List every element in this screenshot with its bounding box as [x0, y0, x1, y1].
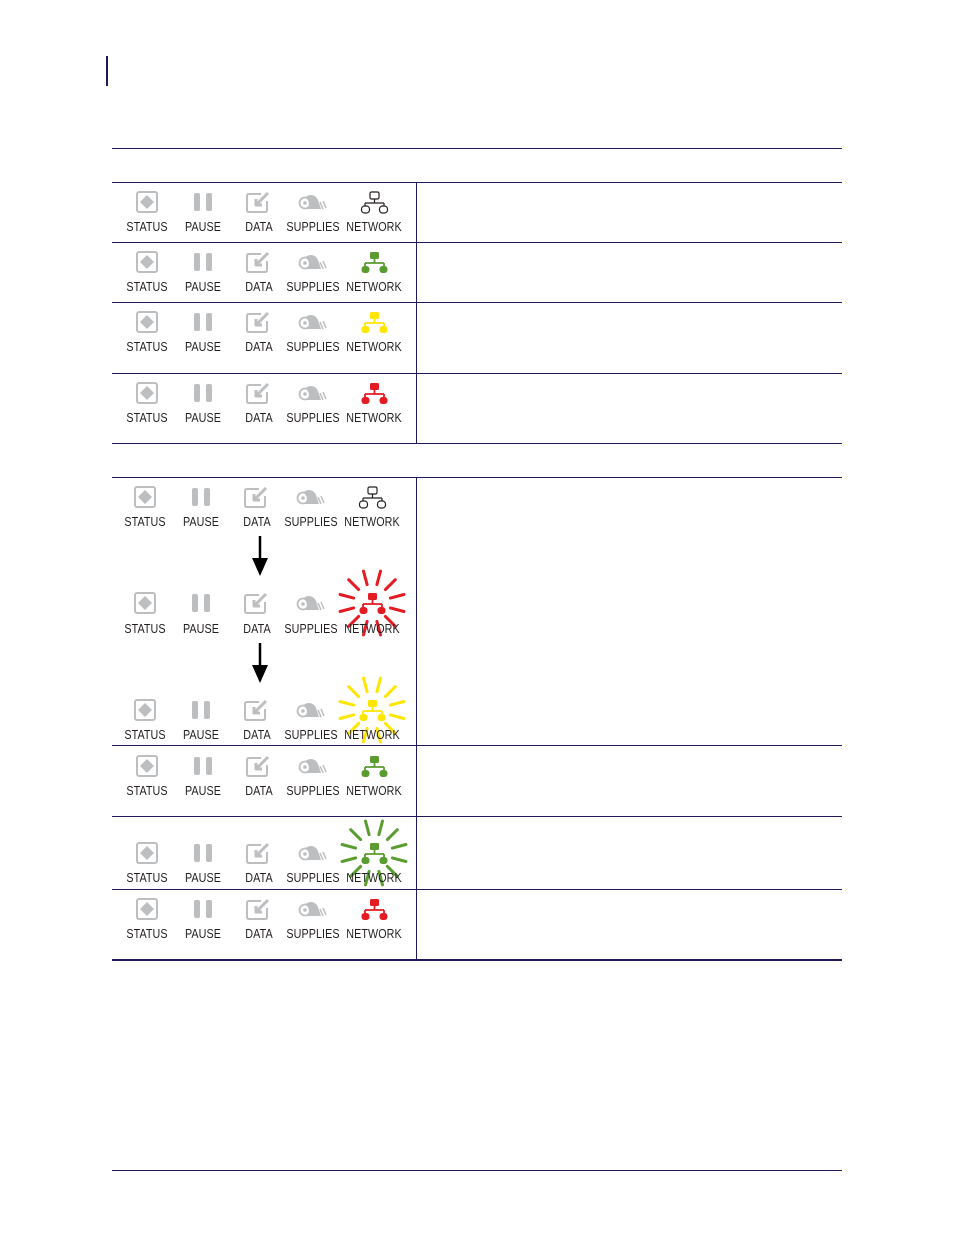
data-icon	[244, 699, 268, 722]
pause-icon	[193, 252, 213, 272]
pause-icon	[193, 756, 213, 776]
status-icon	[134, 699, 156, 721]
status-icon	[136, 382, 158, 404]
pause-icon	[193, 383, 213, 403]
data-label: DATA	[245, 220, 273, 234]
network-label: NETWORK	[344, 622, 400, 636]
data-label: DATA	[245, 340, 273, 354]
status-label: STATUS	[126, 411, 168, 425]
network-label: NETWORK	[344, 515, 400, 529]
pause-label: PAUSE	[182, 728, 220, 742]
footer-rule	[112, 1170, 842, 1171]
network-icon	[359, 486, 386, 509]
table-2-row-divider	[112, 816, 842, 817]
data-icon	[246, 755, 270, 778]
pause-label: PAUSE	[184, 340, 222, 354]
network-icon	[361, 382, 388, 405]
status-icon	[134, 592, 156, 614]
network-label: NETWORK	[346, 280, 402, 294]
pause-icon	[193, 843, 213, 863]
down-arrow-icon	[252, 643, 268, 683]
data-icon	[246, 382, 270, 405]
status-label: STATUS	[126, 280, 168, 294]
network-label: NETWORK	[346, 220, 402, 234]
status-label: STATUS	[124, 515, 166, 529]
data-label: DATA	[245, 927, 273, 941]
supplies-icon	[298, 755, 328, 777]
table-2-top-border	[112, 477, 842, 478]
status-label: STATUS	[126, 340, 168, 354]
supplies-icon	[298, 898, 328, 920]
table-2-row-divider	[112, 745, 842, 746]
data-label: DATA	[243, 728, 271, 742]
data-label: DATA	[245, 280, 273, 294]
pause-label: PAUSE	[184, 784, 222, 798]
supplies-icon	[296, 699, 326, 721]
data-label: DATA	[245, 871, 273, 885]
data-icon	[246, 311, 270, 334]
data-label: DATA	[245, 411, 273, 425]
status-icon	[136, 898, 158, 920]
data-label: DATA	[245, 784, 273, 798]
table-1-row-divider	[112, 373, 842, 374]
header-rule	[112, 148, 842, 149]
data-icon	[246, 251, 270, 274]
pause-label: PAUSE	[184, 280, 222, 294]
status-label: STATUS	[126, 784, 168, 798]
data-icon	[244, 486, 268, 509]
supplies-label: SUPPLIES	[286, 784, 340, 798]
network-icon	[361, 898, 388, 921]
table-2-bottom-border	[112, 959, 842, 961]
supplies-label: SUPPLIES	[286, 220, 340, 234]
network-label: NETWORK	[344, 728, 400, 742]
data-label: DATA	[243, 515, 271, 529]
data-icon	[246, 842, 270, 865]
pause-icon	[191, 487, 211, 507]
pause-icon	[193, 192, 213, 212]
network-icon	[361, 191, 388, 214]
pause-label: PAUSE	[182, 515, 220, 529]
status-label: STATUS	[126, 220, 168, 234]
data-icon	[246, 898, 270, 921]
supplies-label: SUPPLIES	[286, 927, 340, 941]
status-icon	[136, 251, 158, 273]
status-icon	[136, 191, 158, 213]
pause-label: PAUSE	[184, 871, 222, 885]
change-bar	[106, 56, 108, 86]
pause-icon	[193, 312, 213, 332]
supplies-icon	[298, 251, 328, 273]
supplies-label: SUPPLIES	[284, 515, 338, 529]
pause-icon	[193, 899, 213, 919]
network-label: NETWORK	[346, 871, 402, 885]
data-icon	[244, 592, 268, 615]
table-1-bottom-border	[112, 443, 842, 444]
supplies-icon	[298, 311, 328, 333]
supplies-icon	[296, 486, 326, 508]
table-1-column-divider	[416, 182, 417, 443]
pause-label: PAUSE	[184, 220, 222, 234]
table-1-top-border	[112, 182, 842, 183]
supplies-label: SUPPLIES	[284, 622, 338, 636]
table-2-row-divider	[112, 889, 842, 890]
network-label: NETWORK	[346, 411, 402, 425]
pause-icon	[191, 700, 211, 720]
network-label: NETWORK	[346, 784, 402, 798]
status-label: STATUS	[126, 927, 168, 941]
network-icon	[361, 251, 388, 274]
pause-label: PAUSE	[184, 411, 222, 425]
supplies-label: SUPPLIES	[284, 728, 338, 742]
supplies-label: SUPPLIES	[286, 871, 340, 885]
supplies-icon	[298, 191, 328, 213]
supplies-label: SUPPLIES	[286, 280, 340, 294]
status-icon	[134, 486, 156, 508]
network-icon	[361, 311, 388, 334]
data-icon	[246, 191, 270, 214]
network-label: NETWORK	[346, 340, 402, 354]
supplies-icon	[296, 592, 326, 614]
pause-icon	[191, 593, 211, 613]
data-label: DATA	[243, 622, 271, 636]
supplies-label: SUPPLIES	[286, 340, 340, 354]
status-label: STATUS	[126, 871, 168, 885]
table-2-column-divider	[416, 477, 417, 959]
table-1-row-divider	[112, 302, 842, 303]
network-label: NETWORK	[346, 927, 402, 941]
down-arrow-icon	[252, 536, 268, 576]
status-label: STATUS	[124, 622, 166, 636]
supplies-icon	[298, 842, 328, 864]
supplies-label: SUPPLIES	[286, 411, 340, 425]
status-icon	[136, 842, 158, 864]
status-icon	[136, 311, 158, 333]
status-label: STATUS	[124, 728, 166, 742]
supplies-icon	[298, 382, 328, 404]
table-1-row-divider	[112, 242, 842, 243]
network-icon	[361, 755, 388, 778]
status-icon	[136, 755, 158, 777]
pause-label: PAUSE	[184, 927, 222, 941]
pause-label: PAUSE	[182, 622, 220, 636]
